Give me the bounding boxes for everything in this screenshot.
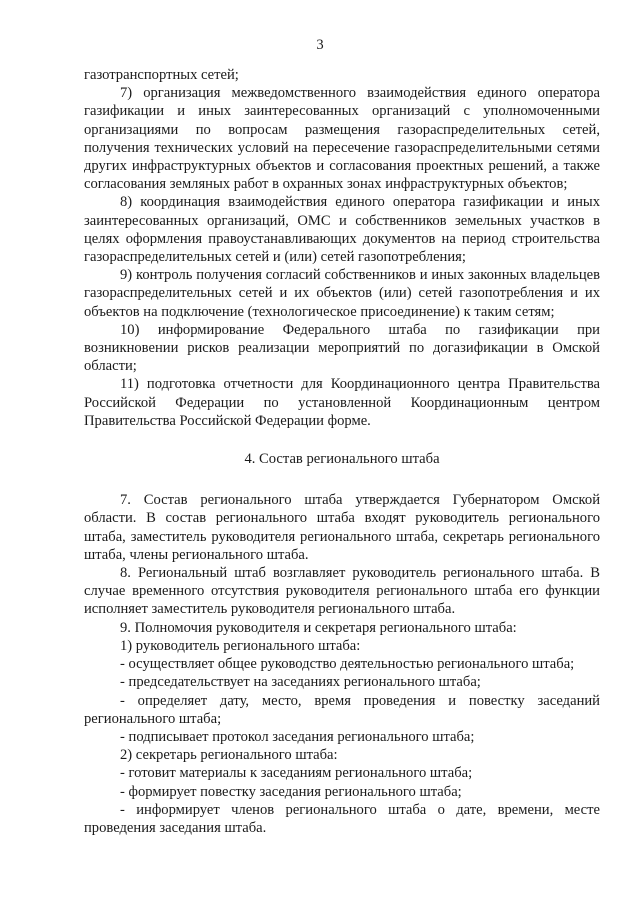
paragraph: - председательствует на заседаниях регионального штаба;: [120, 674, 481, 691]
paragraph: - готовит материалы к заседаниям регионального штаба;: [120, 765, 473, 782]
paragraph: газотранспортных сетей;: [84, 67, 239, 83]
paragraph: 9) контроль получения согласий собственников и иных законных владельцев газораспределительных сетей и их объектов (или) сетей газопотребления и их объектов на подключение (технологическое присоединение) к таким сетям;: [84, 267, 600, 320]
paragraph: 9. Полномочия руководителя и секретаря регионального штаба:: [120, 619, 517, 636]
paragraph: 2) секретарь регионального штаба:: [120, 747, 338, 764]
page-number: 3: [316, 37, 324, 53]
paragraph: 10) информирование Федерального штаба по газификации при возникновении рисков реализации мероприятий по догазификации в Омской области;: [84, 321, 600, 375]
paragraphs-before: [84, 66, 600, 430]
paragraph: - определяет дату, место, время проведения и повестку заседаний регионального штаба;: [84, 692, 600, 727]
paragraph: 7) организация межведомственного взаимодействия единого оператора газификации и иных заинтересованных организаций с уполномоченными организациями по вопросам размещения газораспределительных сетей, получения технических условий на пересечение газораспределительными сетями других инфраструктурных объектов и согласования проектных решений, а также согласования земляных работ в охранных зонах инфраструктурных объектов;: [84, 85, 600, 193]
paragraph: 1) руководитель регионального штаба:: [120, 637, 361, 654]
paragraph: - информирует членов регионального штаба о дате, времени, месте проведения заседания штаба.: [84, 801, 600, 836]
paragraphs-after: [84, 491, 600, 837]
paragraph: - осуществляет общее руководство деятельностью регионального штаба;: [120, 656, 575, 673]
paragraph: 8) координация взаимодействия единого оператора газификации и иных заинтересованных организаций, ОМС и собственников земельных участков в целях оформления правоустанавливающих документов на период строительства газораспределительных сетей и (или) сетей газопотребления;: [84, 194, 600, 266]
paragraph: - формирует повестку заседания регионального штаба;: [120, 783, 462, 800]
paragraph: 11) подготовка отчетности для Координационного центра Правительства Российской Федерации по установленной Координационным центром Правительства Российской Федерации форме.: [84, 376, 600, 429]
document-body: [84, 66, 600, 837]
section-heading: 4. Состав регионального штаба: [244, 451, 440, 468]
paragraph: - подписывает протокол заседания регионального штаба;: [120, 728, 475, 745]
paragraph: 7. Состав регионального штаба утверждается Губернатором Омской области. В состав регионального штаба входят руководитель регионального штаба, заместитель руководителя регионального штаба, секретарь регионального штаба, члены регионального штаба.: [84, 492, 600, 563]
paragraph: 8. Региональный штаб возглавляет руководитель регионального штаба. В случае временного отсутствия руководителя регионального штаба его функции исполняет заместитель руководителя регионального штаба.: [84, 565, 600, 618]
